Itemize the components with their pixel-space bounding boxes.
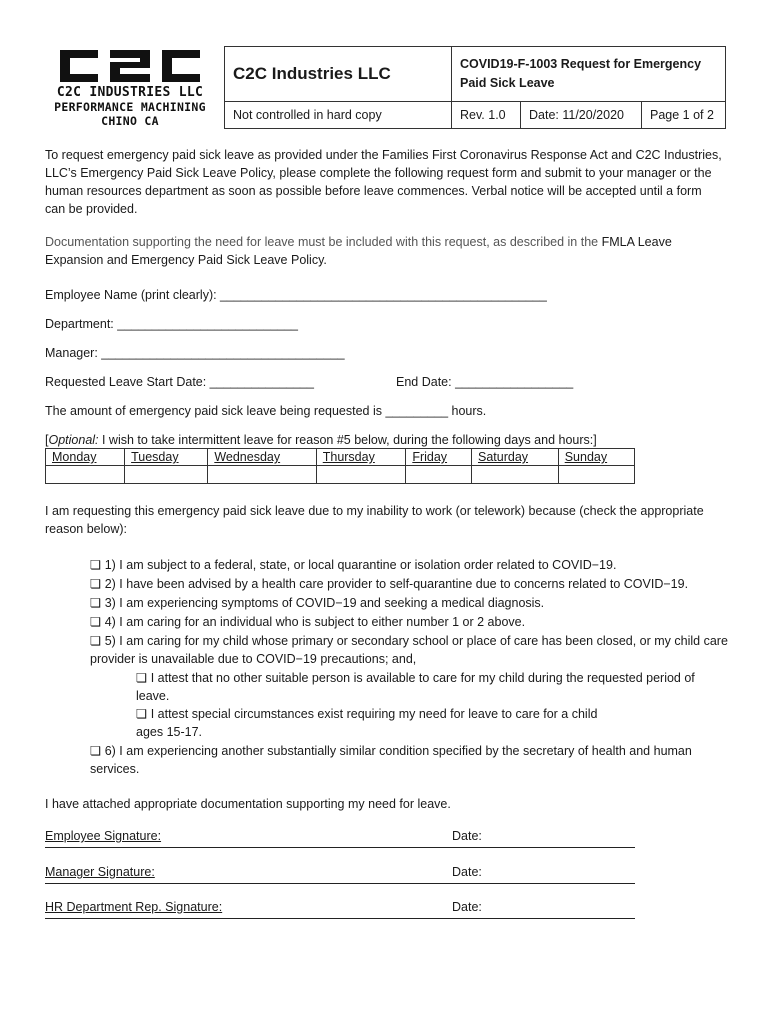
document-title-line1: COVID19-F-1003 Request for Emergency: [460, 57, 702, 71]
intro-paragraph: To request emergency paid sick leave as provided under the Families First Coronavirus Response Act and C2C Industries, LLC’s Emergency Paid Sick Leave Policy, please complete the following request form and submit to your manager or the human resources department as soon as possible before leave commences. Verbal notice will be accepted until a form can be provided.: [45, 148, 722, 216]
signature-date-label: Date:: [452, 829, 482, 843]
intermittent-days-table: [45, 448, 635, 484]
document-title: [452, 47, 726, 102]
manager-signature-line[interactable]: [45, 865, 635, 884]
reason-item: [90, 613, 730, 631]
hr-signature-label: HR Department Rep. Signature:: [45, 900, 223, 914]
day-header: Wednesday: [208, 449, 316, 466]
checkbox-icon[interactable]: ❏: [136, 671, 148, 685]
reason-text: 6) I am experiencing another substantially similar condition specified by the secretary of health and human services.: [90, 744, 692, 776]
signature-date-label: Date:: [452, 900, 482, 914]
control-note: Not controlled in hard copy: [225, 102, 452, 129]
day-header: Monday: [46, 449, 125, 466]
c2c-logo-mark-icon: [54, 46, 206, 86]
checkbox-icon[interactable]: ❏: [90, 744, 102, 758]
employee-signature-line[interactable]: [45, 829, 635, 848]
checkbox-icon[interactable]: ❏: [90, 634, 102, 648]
employee-name-field[interactable]: Employee Name (print clearly): _______________________________________________: [45, 288, 547, 302]
document-title-line2: Paid Sick Leave: [460, 76, 555, 90]
sub-reason-item: [136, 705, 626, 741]
day-header: Tuesday: [125, 449, 208, 466]
logo-tagline: PERFORMANCE MACHINING: [54, 100, 206, 114]
intermittent-leave-note: [45, 431, 725, 449]
checkbox-icon[interactable]: ❏: [90, 596, 102, 610]
reason-text: 4) I am caring for an individual who is subject to either number 1 or 2 above.: [104, 615, 526, 629]
day-header: Saturday: [471, 449, 558, 466]
reason-item: [90, 742, 730, 778]
reason-item: [90, 556, 730, 574]
department-field[interactable]: Department: __________________________: [45, 317, 299, 331]
reason-item: [90, 575, 730, 593]
day-hours-cell[interactable]: [125, 466, 208, 484]
revision-date: Date: 11/20/2020: [521, 102, 642, 129]
manager-field[interactable]: Manager: ___________________________________: [45, 346, 345, 360]
reason-intro: I am requesting this emergency paid sick leave due to my inability to work (or telework) because (check the appropriate reason below):: [45, 504, 704, 536]
revision: Rev. 1.0: [452, 102, 521, 129]
day-hours-cell[interactable]: [471, 466, 558, 484]
day-hours-cell[interactable]: [406, 466, 472, 484]
company-name: C2C Industries LLC: [225, 47, 452, 102]
hours-requested-field[interactable]: The amount of emergency paid sick leave being requested is _________ hours.: [45, 404, 487, 418]
reason-text: 2) I have been advised by a health care provider to self-quarantine due to concerns related to COVID−19.: [104, 577, 689, 591]
day-hours-cell[interactable]: [208, 466, 316, 484]
optional-label: Optional:: [48, 433, 99, 447]
document-header-table: [224, 46, 726, 129]
logo-company-line: C2C INDUSTRIES LLC: [56, 85, 204, 100]
reason-item: [90, 632, 730, 668]
documentation-note-text: Documentation supporting the need for leave must be included with this request, as described in the: [45, 235, 602, 249]
reason-text: 1) I am subject to a federal, state, or local quarantine or isolation order related to COVID−19.: [104, 558, 617, 572]
reason-text: 3) I am experiencing symptoms of COVID−19 and seeking a medical diagnosis.: [104, 596, 545, 610]
reason-item: [90, 594, 730, 612]
end-date-field[interactable]: End Date: _________________: [396, 375, 574, 389]
day-hours-cell[interactable]: [316, 466, 406, 484]
day-hours-cell[interactable]: [558, 466, 634, 484]
day-header: Friday: [406, 449, 472, 466]
start-date-field[interactable]: Requested Leave Start Date: _______________: [45, 375, 314, 389]
optional-text: I wish to take intermittent leave for reason #5 below, during the following days and hours:]: [98, 433, 597, 447]
hr-signature-line[interactable]: [45, 900, 635, 919]
signature-date-label: Date:: [452, 865, 482, 879]
checkbox-icon[interactable]: ❏: [90, 558, 102, 572]
reason-text: 5) I am caring for my child whose primary or secondary school or place of care has been closed, or my child care provider is unavailable due to COVID−19 precautions; and,: [90, 634, 728, 666]
employee-signature-label: Employee Signature:: [45, 829, 162, 843]
manager-signature-label: Manager Signature:: [45, 865, 155, 879]
day-hours-cell[interactable]: [46, 466, 125, 484]
page-number: Page 1 of 2: [642, 102, 726, 129]
policy-reference: FMLA Leave Expansion and Emergency Paid Sick Leave Policy.: [45, 235, 672, 267]
documentation-attestation: I have attached appropriate documentation supporting my need for leave.: [45, 797, 451, 811]
checkbox-icon[interactable]: ❏: [90, 577, 102, 591]
day-header: Sunday: [558, 449, 634, 466]
bracket-open: [: [45, 433, 49, 447]
company-logo: [54, 46, 206, 130]
checkbox-icon[interactable]: ❏: [90, 615, 102, 629]
sub-reason-item: [136, 669, 726, 705]
documentation-note: [45, 233, 725, 269]
logo-location: CHINO CA: [101, 114, 159, 128]
day-header: Thursday: [316, 449, 406, 466]
sub-reason-text: I attest that no other suitable person is available to care for my child during the requested period of leave.: [136, 671, 695, 703]
sub-reason-text: I attest special circumstances exist requiring my need for leave to care for a child ages 15-17.: [136, 707, 598, 739]
checkbox-icon[interactable]: ❏: [136, 707, 148, 721]
